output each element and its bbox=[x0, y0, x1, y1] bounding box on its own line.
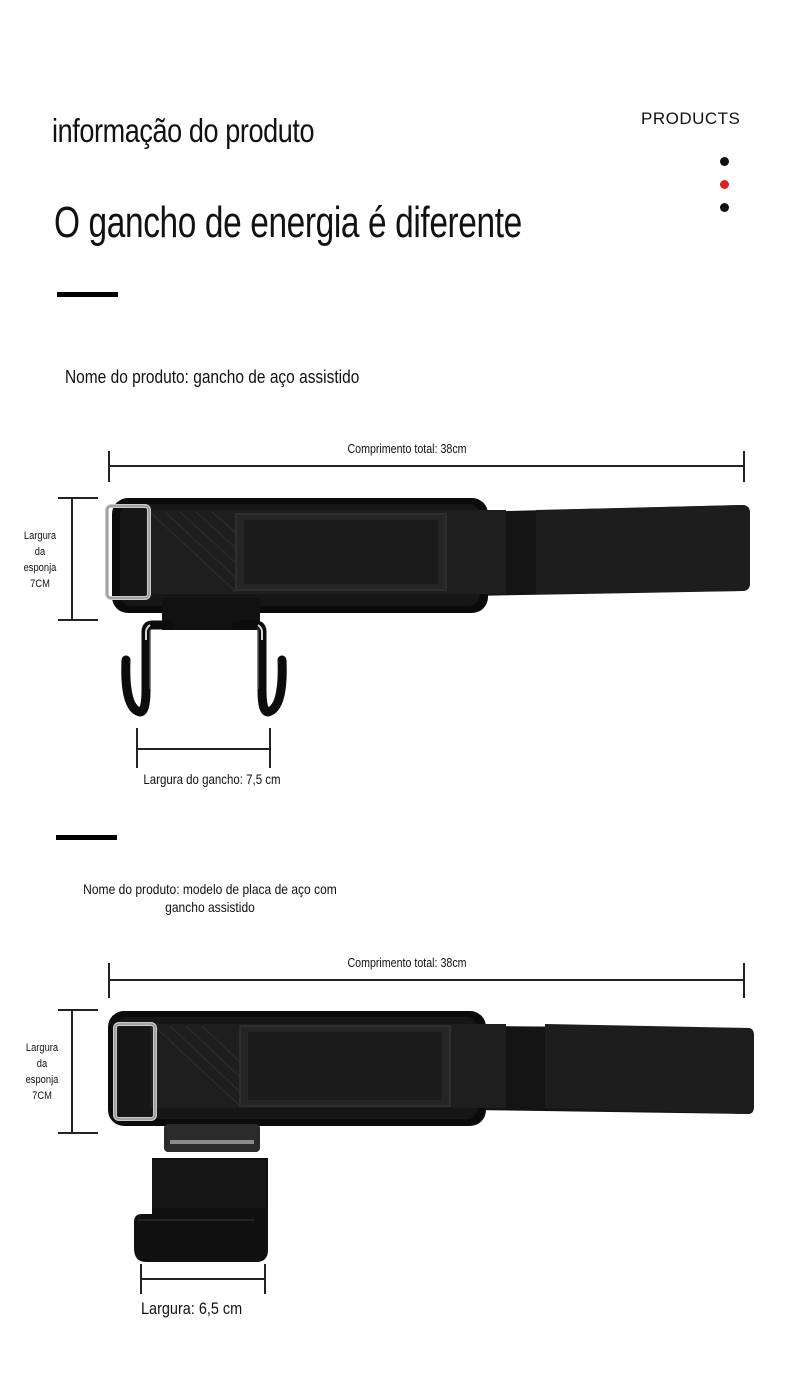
info-title: informação do produto bbox=[52, 112, 315, 149]
sponge-label-line-3: esponja bbox=[25, 1074, 59, 1086]
product-1-name: Nome do produto: gancho de aço assistido bbox=[65, 367, 360, 387]
sponge-label-line-2: da bbox=[34, 546, 46, 558]
product-1-hook-dimension bbox=[137, 728, 270, 768]
sponge-label-line-3: esponja bbox=[23, 562, 57, 574]
product-1-total-length-label: Comprimento total: 38cm bbox=[347, 441, 467, 456]
main-heading: O gancho de energia é diferente bbox=[54, 198, 522, 247]
product-2-strap-image bbox=[108, 1011, 754, 1262]
products-nav-label[interactable]: PRODUCTS bbox=[641, 109, 741, 128]
product-2-name: Nome do produto: modelo de placa de aço com gancho assistido bbox=[83, 881, 337, 915]
product-1-strap-image bbox=[107, 498, 750, 712]
product-1-hook-width-label: Largura do gancho: 7,5 cm bbox=[143, 771, 281, 787]
product-2-hook-dimension bbox=[141, 1264, 265, 1294]
sponge-label-line-4: 7CM bbox=[32, 1090, 52, 1102]
sponge-label-line-2: da bbox=[36, 1058, 48, 1070]
product-2-sponge-dimension bbox=[58, 1010, 98, 1133]
product-1-sponge-width-label bbox=[23, 528, 57, 592]
section-divider-2 bbox=[56, 835, 117, 840]
sponge-label-line-1: Largura bbox=[23, 530, 57, 542]
sponge-label-line-4: 7CM bbox=[30, 578, 50, 590]
product-2-sponge-width-label bbox=[25, 1040, 59, 1104]
sponge-label-line-1: Largura bbox=[25, 1042, 59, 1054]
product-2-total-length-label: Comprimento total: 38cm bbox=[347, 955, 467, 970]
product-1-sponge-dimension bbox=[58, 498, 98, 620]
product-2-hook-width-label: Largura: 6,5 cm bbox=[141, 1299, 243, 1318]
